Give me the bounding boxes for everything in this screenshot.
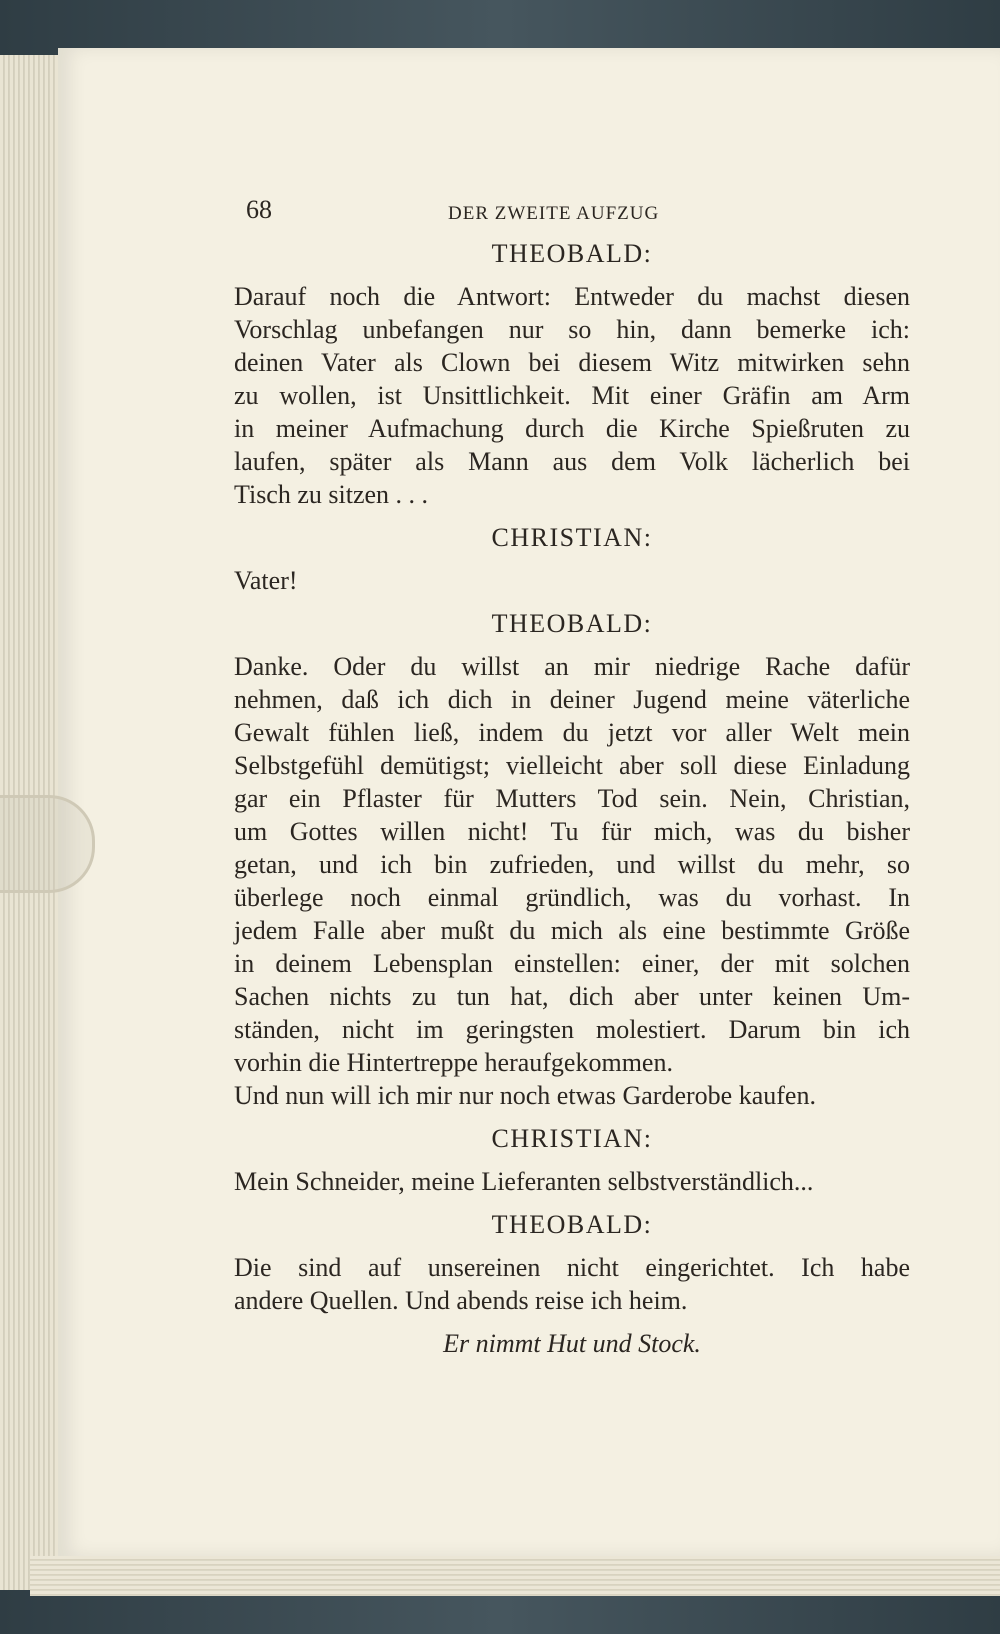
- text-line: um Gottes willen nicht! Tu für mich, was du bisher: [234, 817, 910, 846]
- bookmark-ribbon: [0, 795, 95, 893]
- dialogue-block: [234, 1165, 910, 1198]
- speaker-name: CHRISTIAN:: [491, 523, 653, 552]
- page-text: [234, 193, 910, 1360]
- text-line: Vater!: [234, 566, 298, 595]
- dialogue-block: [234, 1251, 910, 1317]
- text-line: Darauf noch die Antwort: Entweder du machst diesen: [234, 282, 910, 311]
- dialogue-block: [234, 564, 910, 597]
- text-line: Tisch zu sitzen . . .: [234, 480, 429, 509]
- speaker-name: THEOBALD:: [491, 239, 653, 268]
- text-line: überlege noch einmal gründlich, was du vorhast. In: [234, 883, 910, 912]
- text-line: in meiner Aufmachung durch die Kirche Spießruten zu: [234, 414, 910, 443]
- text-line: jedem Falle aber mußt du mich als eine bestimmte Größe: [234, 916, 910, 945]
- page-number: 68: [246, 195, 272, 224]
- text-line: zu wollen, ist Unsittlichkeit. Mit einer Gräfin am Arm: [234, 381, 910, 410]
- bottom-page-edges: [30, 1556, 1000, 1596]
- text-line: ständen, nicht im geringsten molestiert. Darum bin ich: [234, 1015, 910, 1044]
- text-line: Danke. Oder du willst an mir niedrige Rache dafür: [234, 652, 910, 681]
- dialogue-block: [234, 650, 910, 1112]
- text-line: Vorschlag unbefangen nur so hin, dann bemerke ich:: [234, 315, 910, 344]
- text-line: Gewalt fühlen ließ, indem du jetzt vor aller Welt mein: [234, 718, 910, 747]
- running-head: [234, 193, 910, 229]
- speaker-name: THEOBALD:: [491, 1210, 653, 1239]
- text-line: Selbstgefühl demütigst; vielleicht aber soll diese Einladung: [234, 751, 910, 780]
- text-line: vorhin die Hintertreppe heraufgekommen.: [234, 1048, 673, 1077]
- text-line: in deinem Lebensplan einstellen: einer, der mit solchen: [234, 949, 910, 978]
- text-line: Die sind auf unsereinen nicht eingerichtet. Ich habe: [234, 1253, 910, 1282]
- text-line: nehmen, daß ich dich in deiner Jugend meine väterliche: [234, 685, 910, 714]
- text-line: Und nun will ich mir nur noch etwas Garderobe kaufen.: [234, 1081, 816, 1110]
- chapter-title: DER ZWEITE AUFZUG: [448, 203, 660, 224]
- stage-direction: Er nimmt Hut und Stock.: [443, 1329, 701, 1358]
- dialogue-block: [234, 280, 910, 511]
- text-line: getan, und ich bin zufrieden, und willst du mehr, so: [234, 850, 910, 879]
- speaker-name: CHRISTIAN:: [491, 1124, 653, 1153]
- text-line: laufen, später als Mann aus dem Volk lächerlich bei: [234, 447, 910, 476]
- text-line: andere Quellen. Und abends reise ich heim.: [234, 1286, 688, 1315]
- text-line: Mein Schneider, meine Lieferanten selbstverständlich...: [234, 1167, 814, 1196]
- text-line: gar ein Pflaster für Mutters Tod sein. Nein, Christian,: [234, 784, 910, 813]
- text-line: Sachen nichts zu tun hat, dich aber unter keinen Um-: [234, 982, 910, 1011]
- text-line: deinen Vater als Clown bei diesem Witz mitwirken sehn: [234, 348, 910, 377]
- speaker-name: THEOBALD:: [491, 609, 653, 638]
